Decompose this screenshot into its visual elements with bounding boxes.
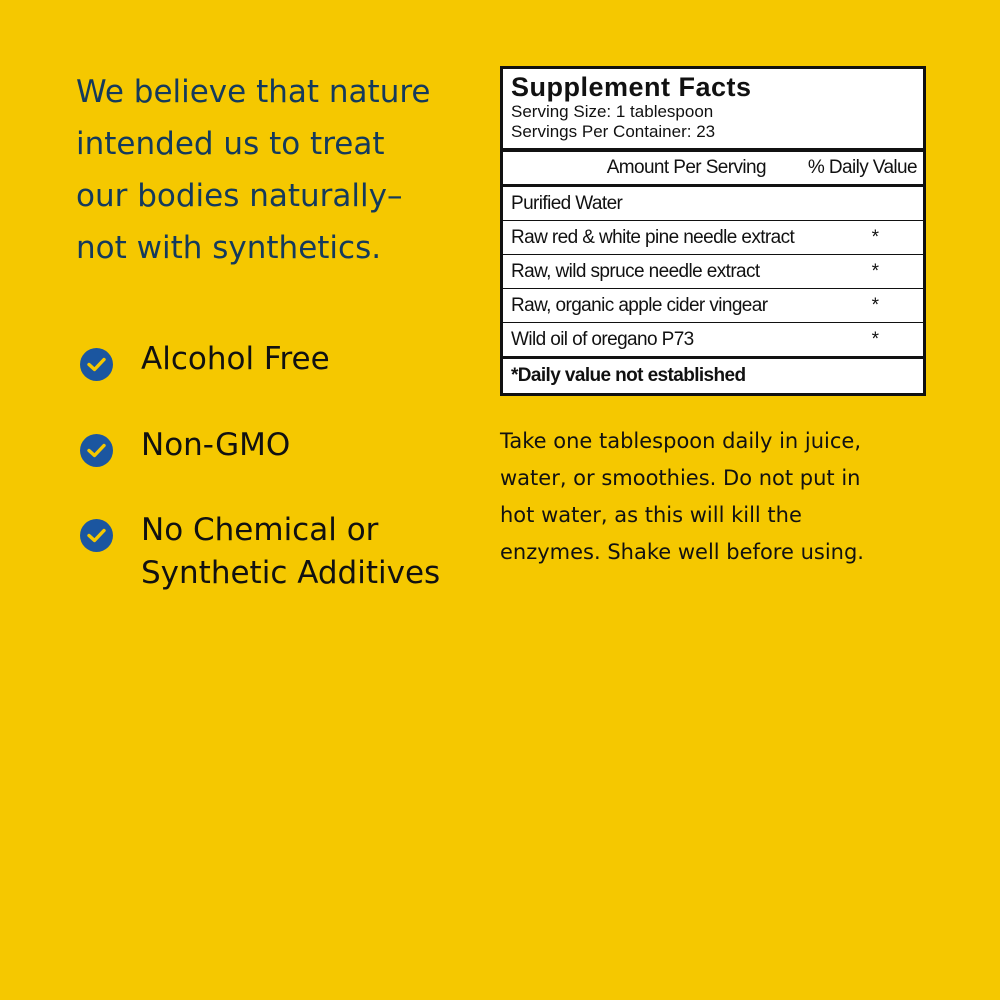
feature-label [141, 509, 440, 595]
feature-label-line: Synthetic Additives [141, 555, 441, 591]
servings-per-container: Servings Per Container: 23 [511, 122, 716, 141]
facts-footnote: *Daily value not established [511, 365, 746, 386]
headline-line: We believe that nature [76, 74, 431, 110]
directions-line: Take one tablespoon daily in juice, [500, 429, 862, 453]
headline-line: intended us to treat [76, 126, 385, 162]
feature-item-non-gmo [80, 424, 290, 467]
ingredient-name: Raw red & white pine needle extract [511, 226, 795, 248]
headline-line: our bodies naturally– [76, 178, 403, 214]
usage-directions [500, 423, 910, 571]
ingredient-name: Purified Water [511, 192, 623, 214]
headline-line: not with synthetics. [76, 230, 382, 266]
ingredient-name: Raw, wild spruce needle extract [511, 260, 760, 282]
feature-label-line: Alcohol Free [141, 341, 330, 377]
directions-line: enzymes. Shake well before using. [500, 540, 864, 564]
feature-label [141, 424, 290, 467]
ingredient-daily-value: * [871, 226, 879, 248]
column-amount-per-serving: Amount Per Serving [606, 157, 766, 178]
ingredient-name: Wild oil of oregano P73 [511, 328, 694, 350]
feature-label-line: No Chemical or [141, 512, 379, 548]
ingredient-daily-value: * [871, 294, 879, 316]
serving-size: Serving Size: 1 tablespoon [511, 102, 714, 121]
facts-header [503, 69, 923, 152]
facts-row [503, 255, 923, 289]
ingredient-daily-value: * [871, 260, 879, 282]
feature-item-no-chemical-additives [80, 509, 440, 595]
directions-line: hot water, as this will kill the [500, 503, 802, 527]
check-circle-icon [80, 434, 113, 467]
directions-line: water, or smoothies. Do not put in [500, 466, 861, 490]
supplement-facts-panel [500, 66, 926, 396]
facts-row [503, 221, 923, 255]
facts-row [503, 323, 923, 359]
headline [76, 66, 476, 274]
check-circle-icon [80, 348, 113, 381]
facts-title: Supplement Facts [511, 72, 752, 102]
ingredient-daily-value: * [871, 328, 879, 350]
facts-column-header [503, 152, 923, 187]
facts-row [503, 187, 923, 221]
ingredient-name: Raw, organic apple cider vingear [511, 294, 768, 316]
feature-label-line: Non-GMO [141, 427, 291, 463]
facts-row [503, 289, 923, 323]
column-daily-value: % Daily Value [807, 157, 917, 178]
feature-item-alcohol-free [80, 338, 330, 381]
check-circle-icon [80, 519, 113, 552]
feature-label [141, 338, 330, 381]
